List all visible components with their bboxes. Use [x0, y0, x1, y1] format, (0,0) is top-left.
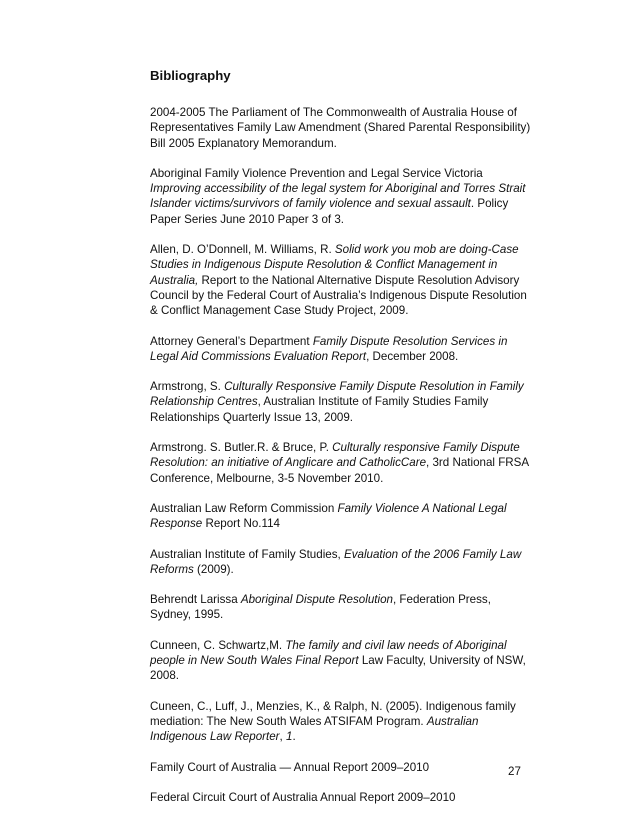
reference-text: Australian Institute of Family Studies, — [150, 547, 344, 561]
reference-entry — [150, 379, 535, 425]
reference-entry — [150, 699, 535, 745]
reference-title: Culturally responsive Family Dispute Resolution: an initiative of Anglicare and CatholicCare — [150, 441, 520, 470]
reference-text: , Federation Press, Sydney, 1995. — [150, 593, 491, 622]
reference-entry — [150, 242, 535, 318]
reference-text: Cunneen, C. Schwartz,M. — [150, 638, 286, 652]
reference-entry — [150, 592, 535, 623]
reference-title: Family Dispute Resolution Services in Legal Aid Commissions Evaluation Report — [150, 334, 508, 363]
reference-text: , 3rd National FRSA Conference, Melbourne, 3-5 November 2010. — [150, 456, 529, 485]
reference-entry — [150, 501, 535, 532]
reference-title: Evaluation of the 2006 Family Law Reforms — [150, 547, 522, 576]
reference-entry — [150, 166, 535, 227]
reference-title: The family and civil law needs of Aboriginal people in New South Wales Final Report — [150, 638, 507, 668]
reference-title: Australian Indigenous Law Reporter — [150, 714, 479, 744]
reference-title: Family Violence A National Legal Response — [150, 501, 507, 531]
reference-text: Aboriginal Family Violence Prevention and Legal Service Victoria — [150, 166, 483, 180]
page-number: 27 — [508, 765, 521, 778]
reference-text: Behrendt Larissa — [150, 593, 241, 607]
reference-entry — [150, 760, 535, 775]
reference-entry — [150, 547, 535, 578]
reference-title: 1 — [286, 730, 293, 744]
reference-text: . — [292, 730, 296, 744]
reference-text: (2009). — [193, 562, 234, 576]
reference-text: , — [279, 730, 286, 744]
reference-text: Law Faculty, University of NSW, 2008. — [150, 654, 526, 683]
reference-text: Allen, D. O’Donnell, M. Williams, R. — [150, 243, 335, 257]
reference-title: Aboriginal Dispute Resolution — [240, 593, 393, 607]
reference-text: Armstrong, S. — [150, 380, 225, 394]
reference-text: , Australian Institute of Family Studies Family Relationships Quarterly Issue 13, 2009. — [150, 395, 489, 424]
reference-text: Federal Circuit Court of Australia Annual Report 2009–2010 — [150, 790, 456, 804]
reference-text: , December 2008. — [366, 349, 459, 363]
reference-title: Improving accessibility of the legal system for Aboriginal and Torres Strait Islander victims/survivors of family violence and sexual assault — [150, 182, 526, 211]
reference-entry — [150, 638, 535, 684]
reference-text: Armstrong. S. Butler.R. & Bruce, P. — [150, 441, 333, 455]
reference-text: Attorney General’s Department — [150, 334, 313, 348]
reference-text: Cuneen, C., Luff, J., Menzies, K., & Ralph, N. (2005). Indigenous family mediation: The New South Wales ATSIFAM Program. — [150, 699, 516, 728]
reference-entry — [150, 790, 535, 805]
reference-text: Report to the National Alternative Dispute Resolution Advisory Council by the Federal Court of Australia’s Indigenous Dispute Resolution & Conflict Management Case Study Project, 2009. — [150, 273, 527, 318]
reference-text: . Policy Paper Series June 2010 Paper 3 of 3. — [150, 197, 509, 226]
reference-text: 2004-2005 The Parliament of The Commonwealth of Australia House of Representatives Family Law Amendment (Shared Parental Responsibility) Bill 2005 Explanatory Memorandum. — [150, 106, 531, 150]
reference-text: Australian Law Reform Commission — [150, 501, 338, 515]
reference-text: Report No.114 — [202, 517, 280, 531]
reference-entry — [150, 334, 535, 365]
reference-list — [150, 105, 535, 820]
reference-entry — [150, 105, 535, 151]
reference-text: Family Court of Australia — Annual Report 2009–2010 — [150, 760, 430, 774]
reference-entry — [150, 440, 535, 486]
reference-title: Solid work you mob are doing-Case Studies in Indigenous Dispute Resolution & Conflict Management in Australia, — [150, 243, 519, 287]
page-heading: Bibliography — [150, 68, 231, 83]
reference-title: Culturally Responsive Family Dispute Resolution in Family Relationship Centres — [150, 380, 524, 409]
